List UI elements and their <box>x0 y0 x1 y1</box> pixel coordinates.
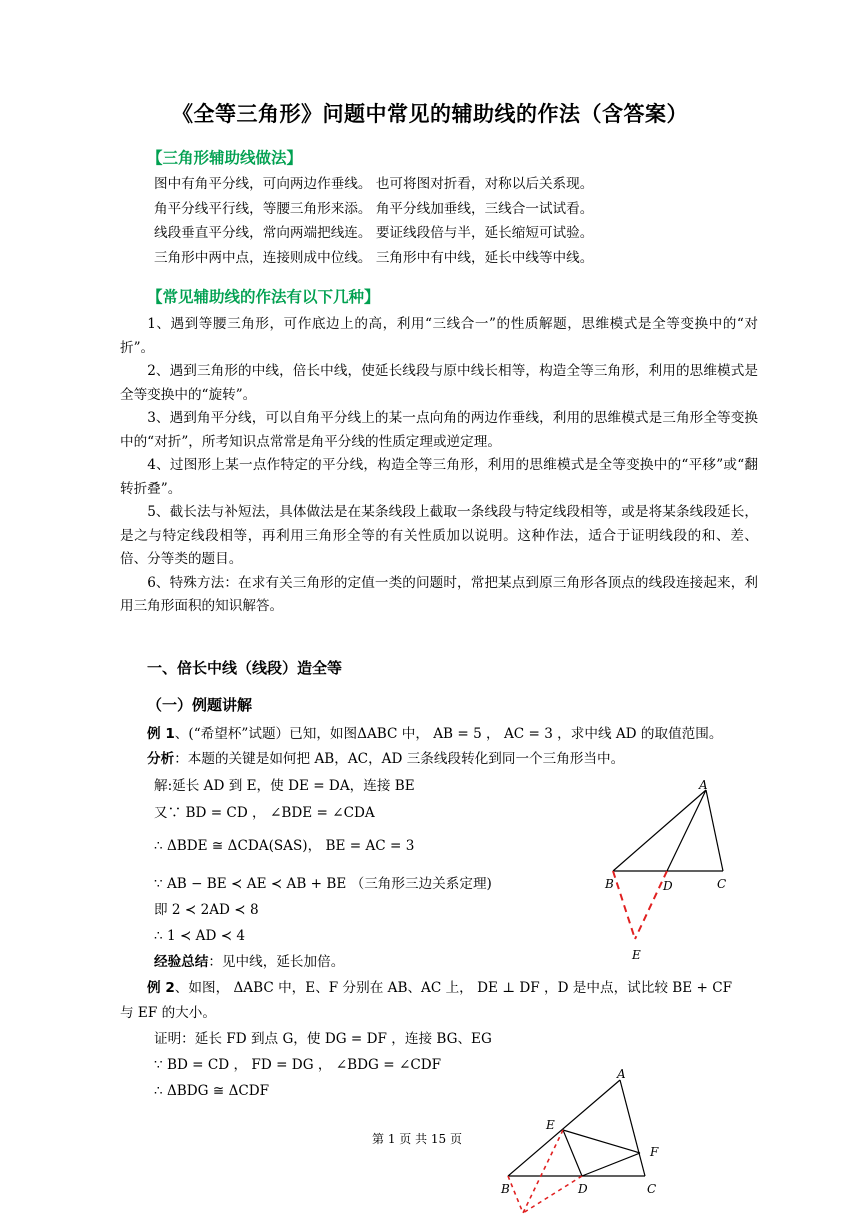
poem-line: 线段垂直平分线，常向两端把线连。 要证线段倍与半，延长缩短可试验。 <box>154 225 594 241</box>
example2-text: 、如图， ΔABC 中，E、F 分别在 AB、AC 上， DE ⊥ DF ，D 是中点，试比较 BE + CF <box>174 980 733 996</box>
example1-statement <box>147 724 722 745</box>
example1-summary <box>154 952 344 973</box>
example2-label: 例 2 <box>147 980 175 996</box>
proof-step: ∴ ΔBDG ≅ ΔCDF <box>154 1083 270 1099</box>
method-item: 1、遇到等腰三角形，可作底边上的高，利用“三线合一”的性质解题，思维模式是全等变换中的“对折”。 <box>120 316 758 356</box>
solution-step: ∵ AB − BE ≺ AE ≺ AB + BE （三角形三边关系定理) <box>154 876 492 892</box>
section-header-common-methods: 【常见辅助线的作法有以下几种】 <box>147 288 380 306</box>
part-heading: 一、倍长中线（线段）造全等 <box>147 659 343 677</box>
poem-line: 三角形中两中点，连接则成中位线。 三角形中有中线，延长中线等中线。 <box>154 249 594 266</box>
page-footer: 第 1 页 共 15 页 <box>372 1132 462 1146</box>
point-label-C: C <box>717 877 727 891</box>
segment-BE-dashed <box>613 871 635 939</box>
solution-step: 即 2 ≺ 2AD ≺ 8 <box>154 902 259 918</box>
poem-line: 角平分线平行线，等腰三角形来添。 角平分线加垂线，三线合一试试看。 <box>154 200 594 217</box>
proof-step: ∵ BD = CD ， FD = DG ， ∠BDG = ∠CDF <box>154 1057 442 1073</box>
point-label-F: F <box>650 1145 659 1159</box>
method-item: 6、特殊方法：在求有关三角形的定值一类的问题时，常把某点到原三角形各顶点的线段连接起来，利用三角形面积的知识解答。 <box>120 574 758 614</box>
methods-list <box>120 313 758 619</box>
solution-step: ∴ 1 ≺ AD ≺ 4 <box>154 928 246 944</box>
point-label-D: D <box>663 879 673 893</box>
proof-step: 证明：延长 FD 到点 G，使 DG = DF ，连接 BG、EG <box>154 1031 492 1047</box>
method-item: 4、过图形上某一点作特定的平分线，构造全等三角形，利用的思维模式是全等变换中的“平移”或“翻转折叠”。 <box>120 457 758 497</box>
point-label-A: A <box>699 778 708 792</box>
method-item: 3、遇到角平分线，可以自角平分线上的某一点向角的两边作垂线，利用的思维模式是三角形全等变换中的“对折”，所考知识点常常是角平分线的性质定理或逆定理。 <box>120 410 758 450</box>
method-item: 2、遇到三角形的中线，倍长中线，使延长线段与原中线长相等，构造全等三角形，利用的思维模式是全等变换中的“旋转”。 <box>120 363 758 403</box>
segment-DF <box>582 1153 640 1176</box>
segment-EG-dashed <box>523 1130 563 1213</box>
example1-analysis <box>147 749 624 770</box>
segment-DG-dashed <box>523 1176 582 1213</box>
solution-step: 又∵ BD = CD ， ∠BDE = ∠CDA <box>154 805 375 821</box>
method-item: 5、截长法与补短法，具体做法是在某条线段上截取一条线段与特定线段相等，或是将某条线段延长，是之与特定线段相等，再利用三角形全等的有关性质加以说明。这种作法，适合于证明线段的和、差、倍、分等类的题目。 <box>120 504 758 567</box>
segment-EF <box>563 1130 640 1153</box>
analysis-text: ：本题的关键是如何把 AB，AC，AD 三条线段转化到同一个三角形当中。 <box>174 751 625 767</box>
point-label-C: C <box>647 1182 657 1196</box>
point-label-E: E <box>546 1118 555 1132</box>
segment-BA <box>508 1080 620 1176</box>
page-title: 《全等三角形》问题中常见的辅助线的作法（含答案） <box>172 102 688 126</box>
segment-AD <box>667 790 706 871</box>
example1-text: 、(“希望杯”试题）已知，如图ΔABC 中， AB = 5 ， AC = 3 ，求中线 AD 的取值范围。 <box>174 726 723 742</box>
analysis-label: 分析 <box>147 751 175 767</box>
example2-figure <box>495 1063 675 1216</box>
point-label-B: B <box>605 877 614 891</box>
poem-line: 图中有角平分线，可向两边作垂线。 也可将图对折看，对称以后关系现。 <box>154 176 594 192</box>
segment-BA <box>613 790 706 871</box>
point-label-D: D <box>578 1182 588 1196</box>
point-label-A: A <box>617 1067 626 1081</box>
point-label-B: B <box>501 1182 510 1196</box>
example2-statement <box>147 978 732 999</box>
segment-BG-dashed <box>508 1176 523 1213</box>
segment-AC <box>620 1080 645 1176</box>
example1-figure <box>595 775 745 965</box>
segment-AC <box>706 790 723 871</box>
poem-block <box>154 174 593 269</box>
point-label-E: E <box>632 948 641 962</box>
summary-text: ：见中线，延长加倍。 <box>208 954 345 970</box>
section-header-auxiliary-methods: 【三角形辅助线做法】 <box>147 149 303 167</box>
example2-statement-cont: 与 EF 的大小。 <box>120 1005 216 1021</box>
sub-heading: （一）例题讲解 <box>147 696 253 714</box>
summary-label: 经验总结 <box>154 954 209 970</box>
solution-step: ∴ ΔBDE ≅ ΔCDA(SAS)， BE = AC = 3 <box>154 838 415 854</box>
solution-step: 解:延长 AD 到 E，使 DE = DA，连接 BE <box>154 778 415 794</box>
segment-ED <box>563 1130 582 1176</box>
example1-label: 例 1 <box>147 726 175 742</box>
